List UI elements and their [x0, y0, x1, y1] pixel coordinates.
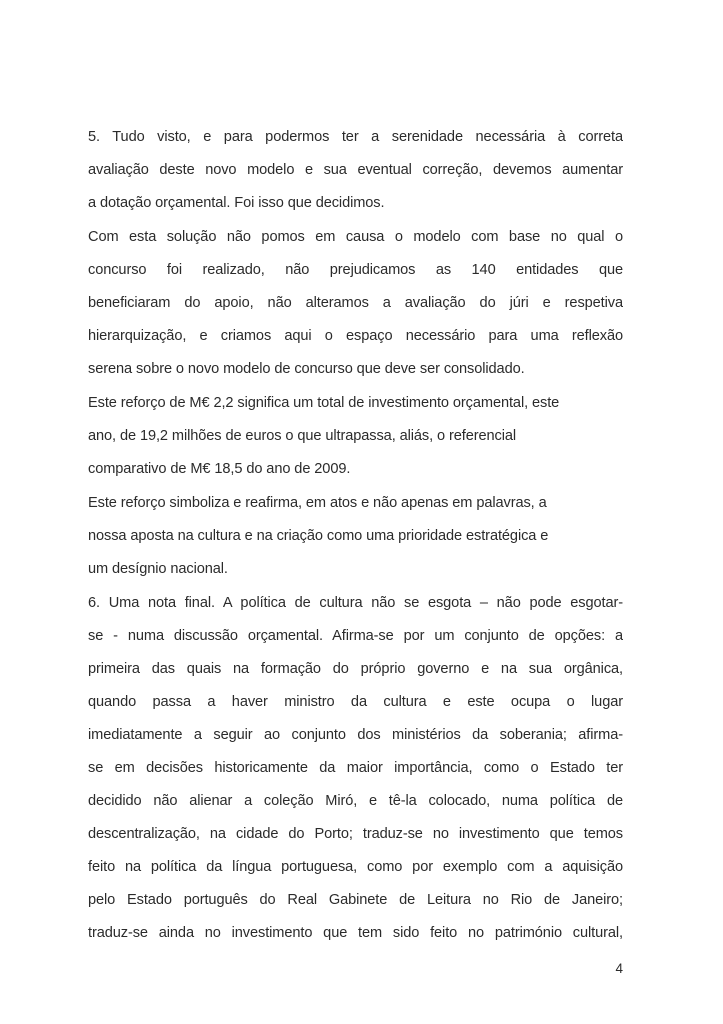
text-line: nossa aposta na cultura e na criação como uma prioridade estratégica e [88, 528, 549, 544]
text-line: ano, de 19,2 milhões de euros o que ultrapassa, aliás, o referencial [88, 428, 517, 444]
text-line: concurso foi realizado, não prejudicamos as 140 entidades que [88, 262, 623, 278]
text-line: comparativo de M€ 18,5 do ano de 2009. [88, 461, 351, 477]
paragraph [88, 587, 623, 950]
text-line: um desígnio nacional. [88, 561, 228, 577]
text-line: avaliação deste novo modelo e sua eventual correção, devemos aumentar [88, 162, 623, 178]
text-line: descentralização, na cidade do Porto; traduz-se no investimento que temos [88, 826, 623, 842]
paragraph [88, 121, 623, 220]
text-line: Este reforço de M€ 2,2 significa um total de investimento orçamental, este [88, 395, 560, 411]
paragraph [88, 221, 623, 386]
text-line: Com esta solução não pomos em causa o modelo com base no qual o [88, 229, 623, 245]
text-line: beneficiaram do apoio, não alteramos a avaliação do júri e respetiva [88, 295, 623, 311]
text-line: imediatamente a seguir ao conjunto dos ministérios da soberania; afirma- [88, 727, 623, 743]
document-body [88, 121, 623, 951]
text-line: Este reforço simboliza e reafirma, em atos e não apenas em palavras, a [88, 495, 547, 511]
text-line: se em decisões historicamente da maior importância, como o Estado ter [88, 760, 623, 776]
text-line: a dotação orçamental. Foi isso que decidimos. [88, 195, 385, 211]
paragraph [88, 387, 623, 486]
text-line: 6. Uma nota final. A política de cultura não se esgota – não pode esgotar- [88, 595, 623, 611]
text-line: quando passa a haver ministro da cultura e este ocupa o lugar [88, 694, 623, 710]
paragraph [88, 487, 623, 586]
text-line: pelo Estado português do Real Gabinete de Leitura no Rio de Janeiro; [88, 892, 623, 908]
text-line: traduz-se ainda no investimento que tem sido feito no património cultural, [88, 925, 623, 941]
text-line: primeira das quais na formação do próprio governo e na sua orgânica, [88, 661, 623, 677]
text-line: decidido não alienar a coleção Miró, e tê-la colocado, numa política de [88, 793, 623, 809]
text-line: feito na política da língua portuguesa, como por exemplo com a aquisição [88, 859, 623, 875]
text-line: hierarquização, e criamos aqui o espaço necessário para uma reflexão [88, 328, 623, 344]
text-line: se - numa discussão orçamental. Afirma-se por um conjunto de opções: a [88, 628, 623, 644]
text-line: 5. Tudo visto, e para podermos ter a serenidade necessária à correta [88, 129, 623, 145]
text-line: serena sobre o novo modelo de concurso que deve ser consolidado. [88, 361, 525, 377]
page-number: 4 [615, 961, 623, 976]
